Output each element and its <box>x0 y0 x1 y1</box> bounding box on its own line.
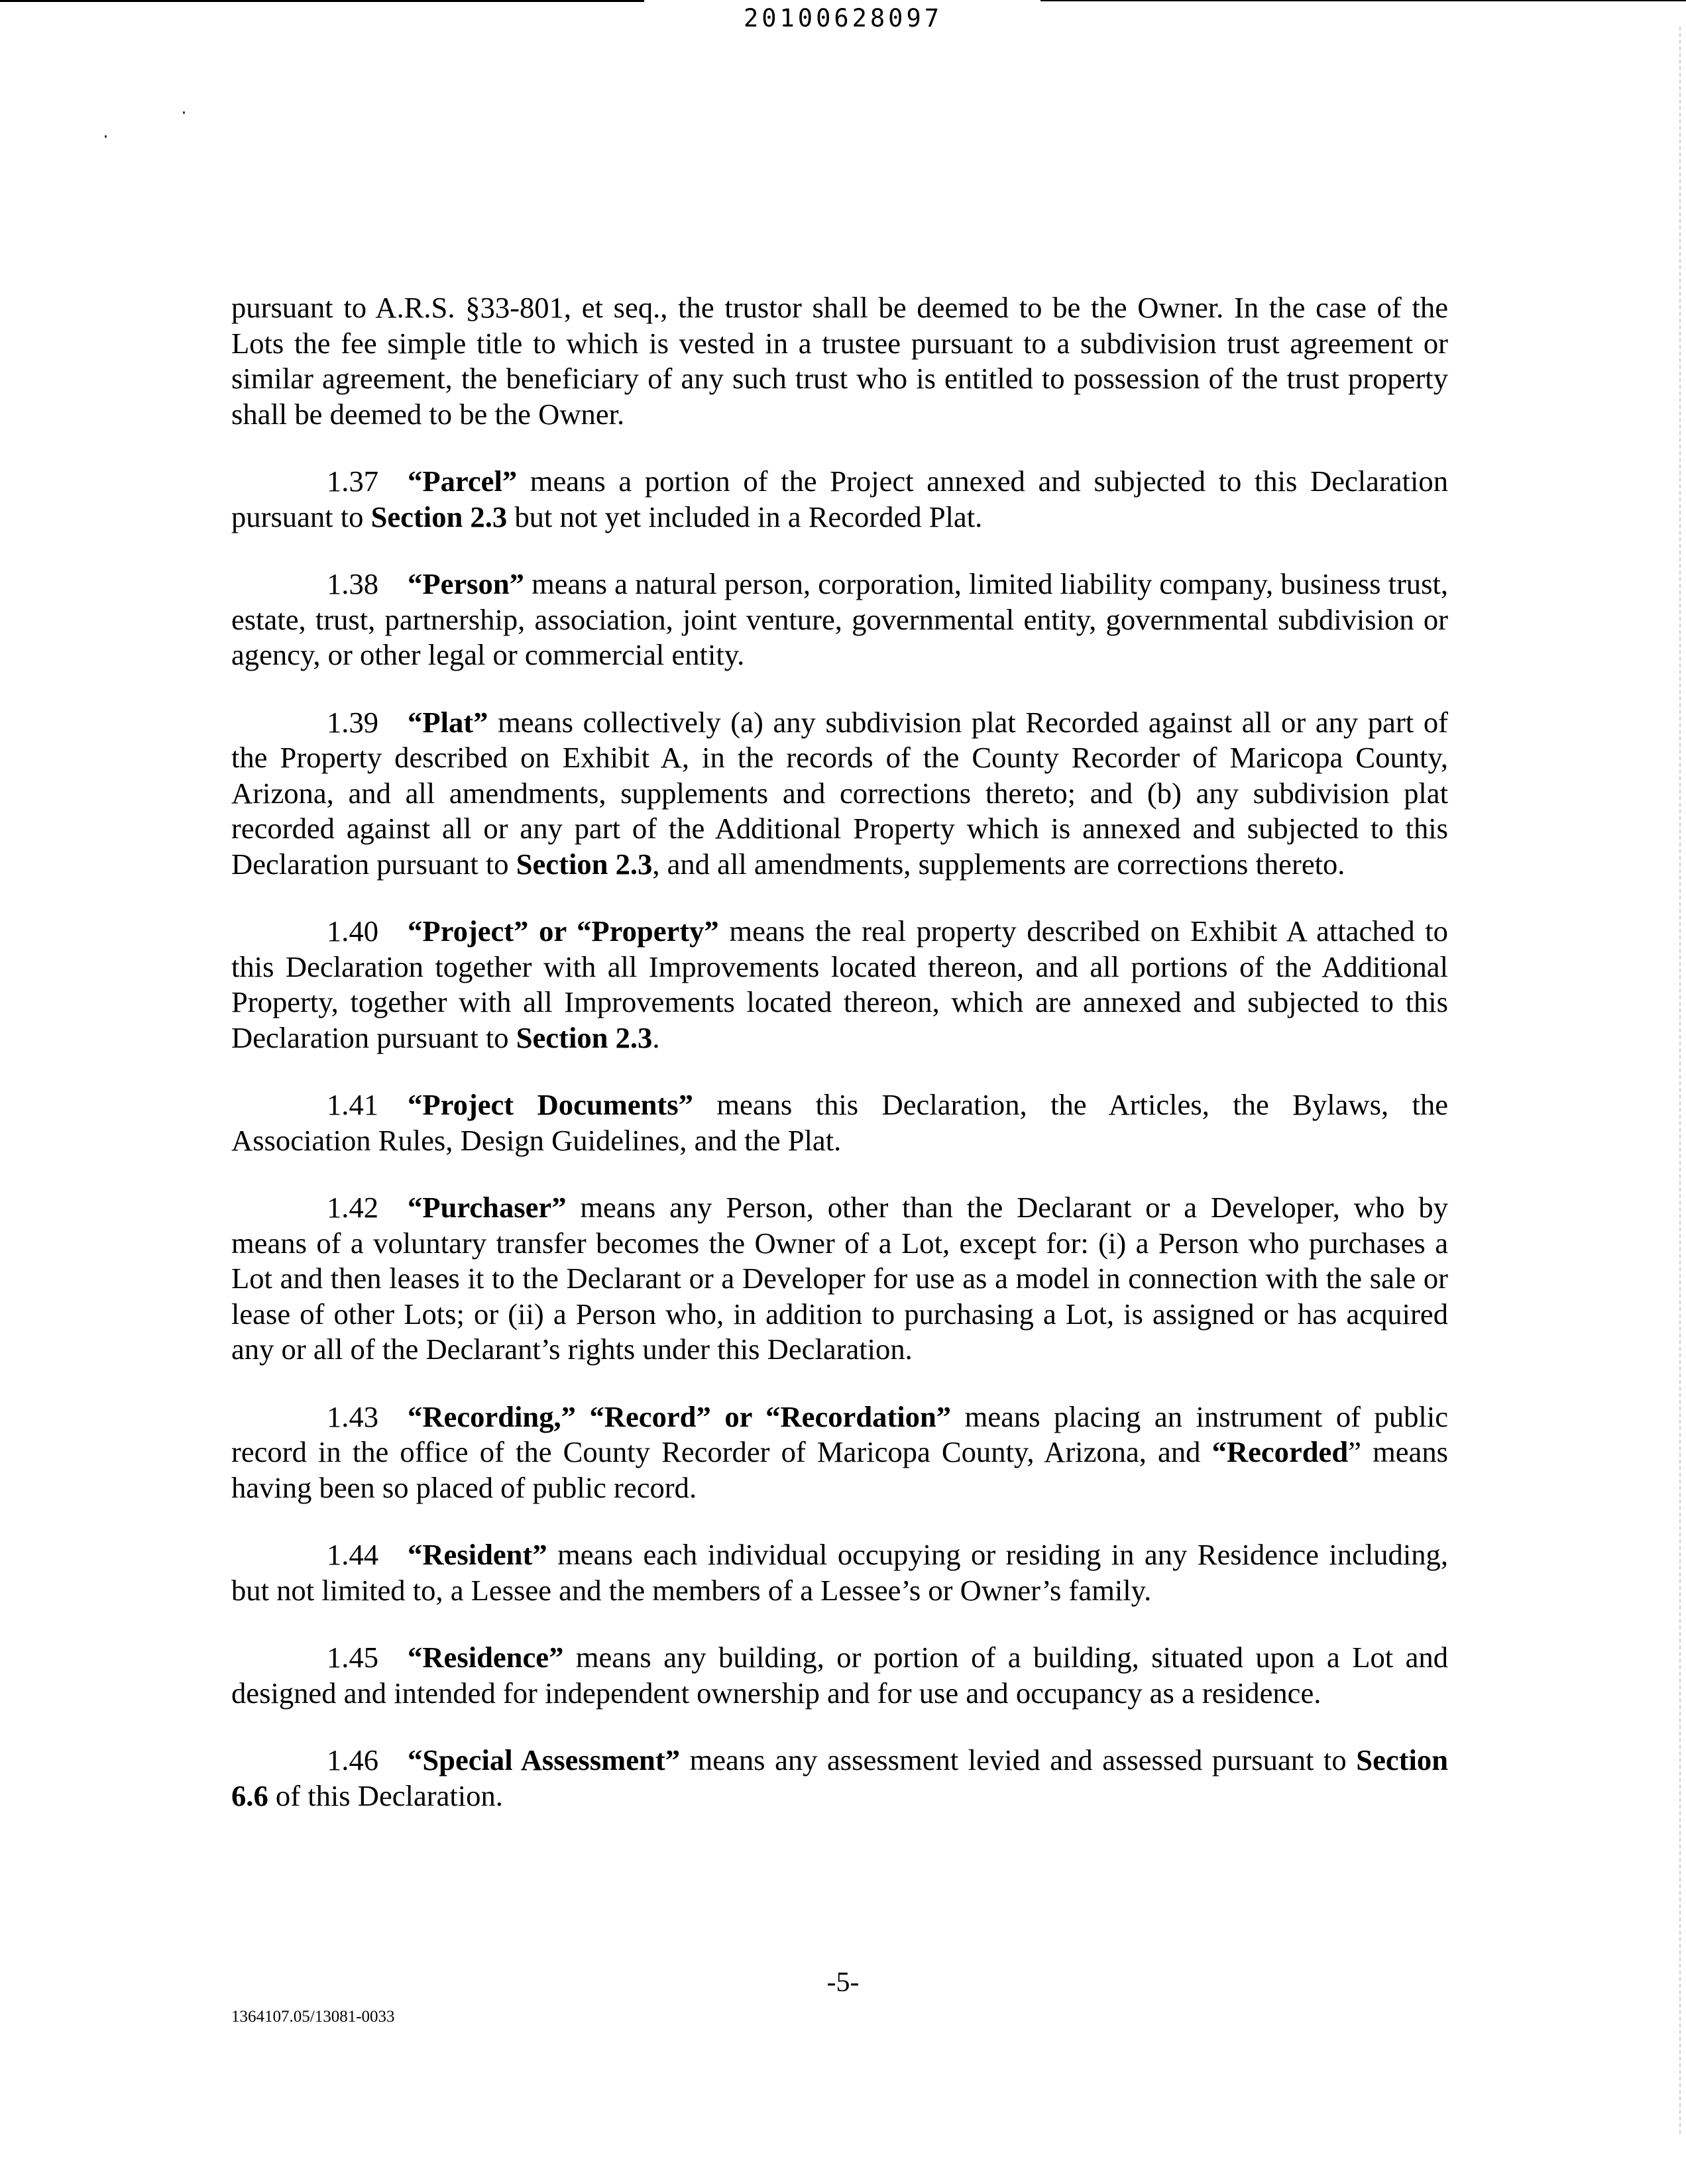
definition-1-37 <box>231 464 1448 535</box>
page-number: -5- <box>826 1967 860 1998</box>
section-reference: Section 2.3 <box>516 1020 653 1054</box>
definition-1-44 <box>231 1537 1448 1608</box>
section-number: 1.39 <box>327 705 379 739</box>
document-body <box>231 290 1448 1845</box>
section-number: 1.42 <box>327 1191 379 1224</box>
definition-1-42 <box>231 1190 1448 1368</box>
definition-text: means this Declaration, the Articles, the Bylaws, the Association Rules, Design Guidelines, and the Plat. <box>231 1088 1448 1157</box>
definition-text: ” means having been so placed of public record. <box>231 1435 1448 1504</box>
section-number: 1.43 <box>327 1399 379 1433</box>
definition-text: means any building, or portion of a building, situated upon a Lot and designed and intended for independent ownership and for use and occupancy as a residence. <box>231 1641 1448 1710</box>
defined-term: “Resident” <box>408 1538 547 1571</box>
definition-text: means collectively (a) any subdivision plat Recorded against all or any part of the Property described on Exhibit A, in the records of the County Recorder of Maricopa County, Arizona, and all amendments, supplements and corrections thereto; and (b) any subdivision plat recorded against all or any part of the Additional Property which is annexed and subjected to this Declaration pursuant to <box>231 705 1448 881</box>
recording-number: 20100628097 <box>743 4 943 32</box>
section-number: 1.46 <box>327 1743 379 1776</box>
section-reference: Section 2.3 <box>516 847 653 881</box>
definition-1-43 <box>231 1399 1448 1506</box>
definition-text: , and all amendments, supplements are corrections thereto. <box>652 847 1345 881</box>
section-number: 1.38 <box>327 567 379 600</box>
defined-term: “Project” <box>408 914 529 948</box>
definition-1-39 <box>231 705 1448 883</box>
defined-term: “Property” <box>577 914 719 948</box>
definition-1-46 <box>231 1743 1448 1814</box>
defined-term: “Residence” <box>408 1641 564 1674</box>
section-reference: Section 6.6 <box>231 1743 1448 1812</box>
definition-text: means placing an instrument of public record in the office of the County Recorder of Maricopa County, Arizona, and <box>231 1399 1448 1468</box>
definition-1-40 <box>231 914 1448 1056</box>
section-number: 1.37 <box>327 464 379 498</box>
section-number: 1.44 <box>327 1538 379 1571</box>
defined-term: “Recorded <box>1211 1435 1349 1468</box>
continuation-paragraph: pursuant to A.R.S. §33-801, et seq., the trustor shall be deemed to be the Owner. In the case of the Lots the fee simple title to which is vested in a trustee pursuant to a subdivision trust agreement or similar agreement, the beneficiary of any such trust who is entitled to possession of the trust property shall be deemed to be the Owner. <box>231 291 1448 431</box>
definition-1-38 <box>231 567 1448 673</box>
section-number: 1.40 <box>327 914 379 948</box>
section-number: 1.45 <box>327 1641 379 1674</box>
definition-text: means the real property described on Exhibit A attached to this Declaration together with all Improvements located thereon, and all portions of the Additional Property, together with all Improvements located thereon, which are annexed and subjected to this Declaration pursuant to <box>231 914 1448 1054</box>
footer-document-code: 1364107.05/13081-0033 <box>231 2008 395 2026</box>
scan-speck <box>105 135 107 138</box>
defined-term: “Parcel” <box>408 464 518 498</box>
scan-edge-line <box>1679 27 1681 2134</box>
defined-term: “Project Documents” <box>408 1088 693 1121</box>
top-rule-right <box>1040 0 1686 1</box>
defined-term: “Recording,” “Record” or “Recordation” <box>408 1399 952 1433</box>
definition-text: means a portion of the Project annexed and subjected to this Declaration pursuant to <box>231 464 1448 533</box>
definition-text: means any assessment levied and assessed pursuant to <box>680 1743 1357 1776</box>
defined-term-joiner: or <box>528 914 577 948</box>
defined-term: “Plat” <box>408 705 488 739</box>
definition-text: means any Person, other than the Declarant or a Developer, who by means of a voluntary transfer becomes the Owner of a Lot, except for: (i) a Person who purchases a Lot and then leases it to the Declarant or a Developer for use as a model in connection with the sale or lease of other Lots; or (ii) a Person who, in addition to purchasing a Lot, is assigned or has acquired any or all of the Declarant’s rights under this Declaration. <box>231 1191 1448 1366</box>
definition-text: of this Declaration. <box>268 1778 503 1812</box>
top-rule-left <box>0 0 644 2</box>
definition-1-45 <box>231 1640 1448 1711</box>
definition-text: . <box>652 1020 660 1054</box>
section-number: 1.41 <box>327 1088 379 1121</box>
definition-1-41 <box>231 1087 1448 1158</box>
definition-text: means each individual occupying or residing in any Residence including, but not limited to, a Lessee and the members of a Lessee’s or Owner’s family. <box>231 1538 1448 1607</box>
definition-text: means a natural person, corporation, limited liability company, business trust, estate, trust, partnership, association, joint venture, governmental entity, governmental subdivision or agency, or other legal or commercial entity. <box>231 567 1448 671</box>
defined-term: “Purchaser” <box>408 1191 567 1224</box>
section-reference: Section 2.3 <box>370 500 508 533</box>
definition-text: but not yet included in a Recorded Plat. <box>507 500 983 533</box>
scan-speck <box>183 111 185 114</box>
defined-term: “Special Assessment” <box>408 1743 681 1776</box>
defined-term: “Person” <box>408 567 524 600</box>
